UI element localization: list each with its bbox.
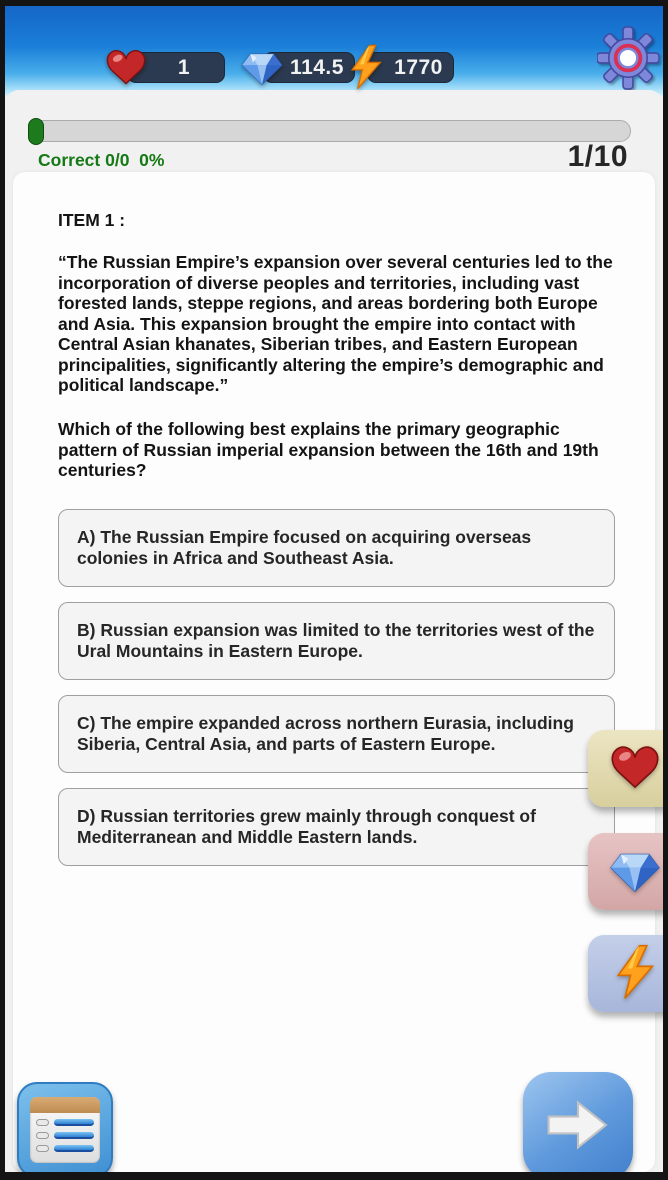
arrow-right-icon (536, 1090, 620, 1163)
lightning-powerup-button[interactable] (588, 935, 663, 1012)
lives-stat (127, 52, 225, 83)
answer-option-b[interactable]: B) Russian expansion was limited to the territories west of the Ural Mountains in Eastern Europe. (58, 602, 615, 680)
lightning-icon (343, 44, 389, 90)
correct-score-label: Correct 0/0 0% (38, 150, 165, 170)
top-status-bar (5, 6, 663, 96)
gems-value: 114.5 (263, 52, 355, 83)
lightning-icon (607, 944, 663, 1003)
gems-stat (263, 52, 355, 83)
energy-value: 1770 (367, 52, 454, 83)
question-counter: 1/10 (567, 140, 628, 173)
item-label: ITEM 1 : (58, 210, 126, 230)
next-question-button[interactable] (523, 1072, 633, 1172)
list-icon (30, 1097, 100, 1163)
question-card (13, 172, 655, 1172)
diamond-icon (239, 44, 285, 90)
heart-icon (103, 44, 149, 90)
energy-stat (367, 52, 454, 83)
progress-fill (28, 118, 44, 145)
answer-option-c[interactable]: C) The empire expanded across northern Eurasia, including Siberia, Central Asia, and parts of Eastern Europe. (58, 695, 615, 773)
settings-button[interactable] (597, 26, 659, 90)
answer-option-d[interactable]: D) Russian territories grew mainly through conquest of Mediterranean and Middle Eastern lands. (58, 788, 615, 866)
life-powerup-button[interactable] (588, 730, 663, 807)
lives-value: 1 (127, 52, 225, 83)
app-screen (5, 6, 663, 1172)
diamond-icon (607, 842, 663, 901)
quiz-content-area (5, 90, 663, 1172)
status-row (38, 140, 630, 173)
heart-icon (607, 739, 663, 798)
gem-powerup-button[interactable] (588, 833, 663, 910)
answer-option-a[interactable]: A) The Russian Empire focused on acquiring overseas colonies in Africa and Southeast Asia. (58, 509, 615, 587)
question-text: Which of the following best explains the primary geographic pattern of Russian imperial expansion between the 16th and 19th centuries? (58, 418, 599, 481)
question-list-button[interactable] (17, 1082, 113, 1172)
progress-bar (28, 120, 631, 142)
passage-text: “The Russian Empire’s expansion over several centuries led to the incorporation of diverse peoples and territories, including vast forested lands, steppe regions, and areas bordering both Europe and Asia. This expansion brought the empire into contact with Central Asian khanates, Siberian tribes, and Eastern European principalities, significantly altering the empire’s demographic and political landscape.” (58, 252, 613, 396)
